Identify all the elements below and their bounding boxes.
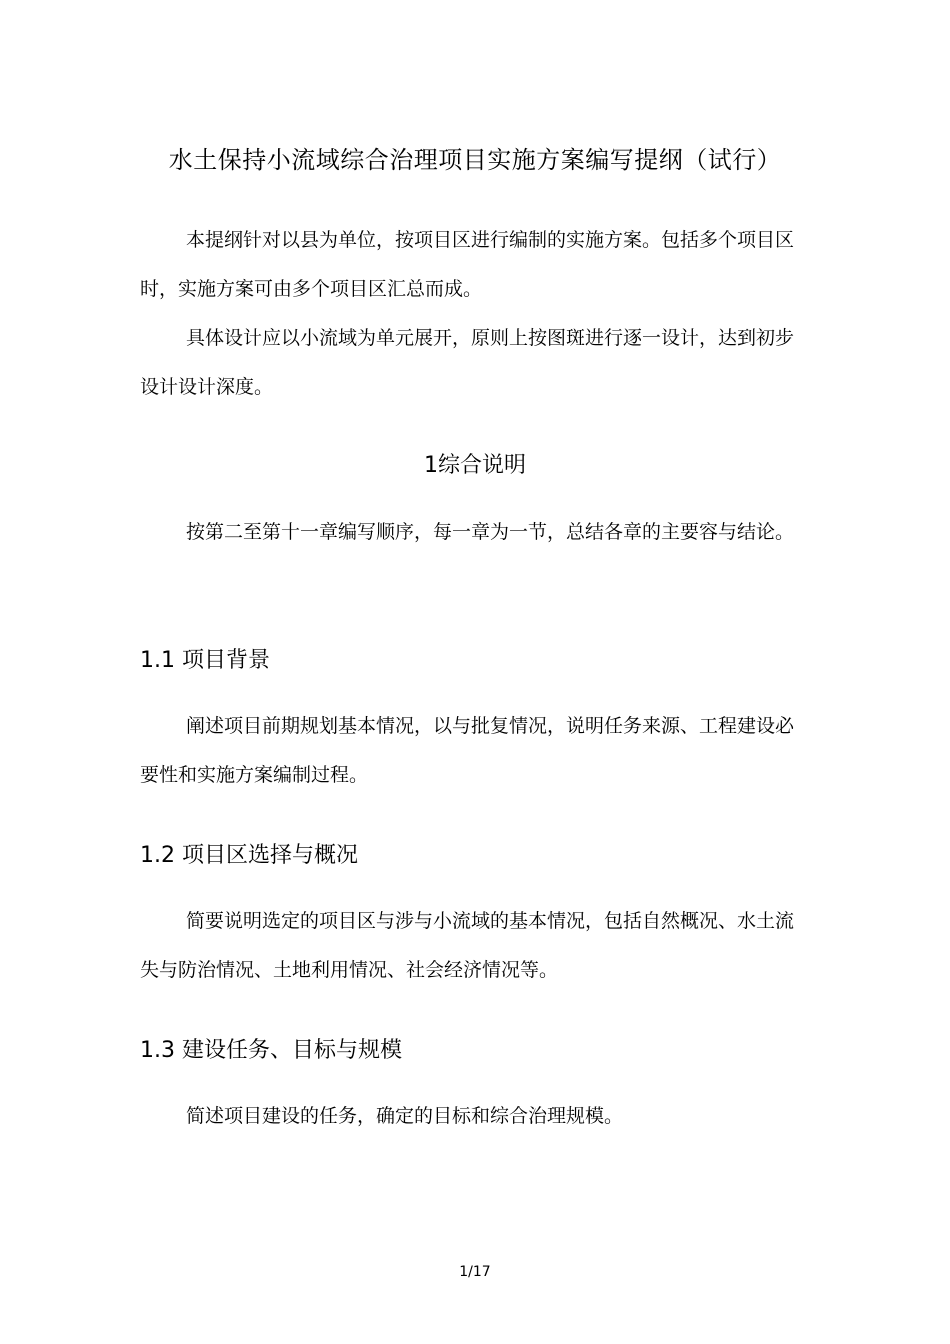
section-paragraph-1-3: 简述项目建设的任务，确定的目标和综合治理规模。 (186, 1105, 624, 1127)
section-heading-1-3: 1.3 建设任务、目标与规模 (140, 1038, 402, 1063)
section-paragraph-1-1: 阐述项目前期规划基本情况，以与批复情况，说明任务来源、工程建设必要性和实施方案编制过程。 (140, 715, 795, 786)
document-title: 水土保持小流域综合治理项目实施方案编写提纲（试行） (168, 146, 782, 174)
section-paragraph-1-2: 简要说明选定的项目区与涉与小流域的基本情况，包括自然概况、水土流失与防治情况、土地利用情况、社会经济情况等。 (140, 910, 795, 981)
section-heading-1-2: 1.2 项目区选择与概况 (140, 843, 358, 868)
intro-paragraph-2: 具体设计应以小流域为单元展开，原则上按图斑进行逐一设计，达到初步设计设计深度。 (140, 327, 795, 398)
page-number: 1/17 (459, 1264, 491, 1280)
chapter-heading: 1综合说明 (424, 453, 526, 478)
intro-paragraph-1: 本提纲针对以县为单位，按项目区进行编制的实施方案。包括多个项目区时，实施方案可由多个项目区汇总而成。 (140, 229, 795, 300)
chapter-paragraph: 按第二至第十一章编写顺序，每一章为一节，总结各章的主要容与结论。 (186, 521, 795, 543)
section-heading-1-1: 1.1 项目背景 (140, 648, 270, 673)
